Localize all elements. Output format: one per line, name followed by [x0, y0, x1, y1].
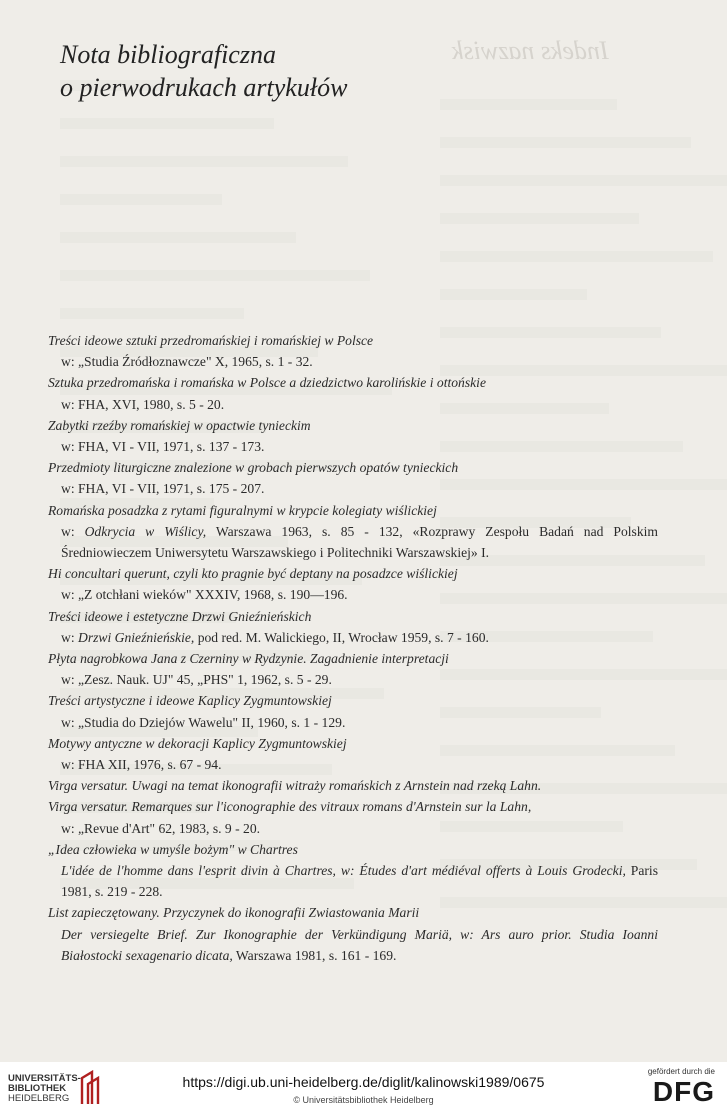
page-title: [60, 38, 347, 104]
entry-title: Treści ideowe sztuki przedromańskiej i romańskiej w Polsce: [48, 333, 374, 348]
entry-source: w: „Zesz. Nauk. UJ" 45, „PHS" 1, 1962, s. 5 - 29.: [61, 672, 332, 688]
entry-title: Zabytki rzeźby romańskiej w opactwie tynieckim: [48, 417, 311, 433]
bibliography-entry: [48, 563, 658, 605]
bleed-through-line: [440, 289, 587, 300]
entry-title: Virga versatur. Remarques sur l'iconographie des vitraux romans d'Arnstein sur la Lahn,: [48, 799, 532, 815]
entry-title: Treści artystyczne i ideowe Kaplicy Zygmuntowskiej: [48, 693, 332, 709]
bibliography-entry: [48, 796, 658, 838]
entry-source: w: „Z otchłani wieków" XXXIV, 1968, s. 190—196.: [61, 587, 348, 603]
entry-source: L'idée de l'homme dans l'esprit divin à Chartres, w: Études d'art médiéval offerts à Louis Grodecki, Paris 1981, s. 219 - 228.: [61, 863, 658, 900]
bibliography-entry: [48, 690, 658, 732]
entry-title: Sztuka przedromańska i romańska w Polsce a dziedzictwo karolińskie i ottońskie: [48, 375, 486, 391]
bleed-through-text: Indeks nazwisk: [452, 36, 609, 65]
bleed-through-line: [60, 270, 370, 281]
bibliography-entry: [48, 839, 658, 903]
entry-title: Romańska posadzka z rytami figuralnymi w krypcie kolegiaty wiślickiej: [48, 502, 437, 518]
entry-title: List zapieczętowany. Przyczynek do ikonografii Zwiastowania Marii: [48, 905, 420, 921]
entry-title: Płyta nagrobkowa Jana z Czerniny w Rydzynie. Zagadnienie interpretacji: [48, 651, 449, 667]
bibliography-entry: [48, 648, 658, 690]
copyright-notice: © Universitätsbibliothek Heidelberg: [293, 1095, 434, 1105]
bleed-through-line: [60, 308, 244, 319]
library-name-2: BIBLIOTHEK: [8, 1083, 67, 1094]
bleed-through-line: [440, 175, 727, 186]
bleed-through-line: [440, 99, 617, 110]
bibliography-entry: [48, 415, 658, 457]
bibliography-entry: [48, 457, 658, 499]
bleed-through-line: [440, 213, 639, 224]
entry-source: w: FHA, VI - VII, 1971, s. 137 - 173.: [61, 439, 265, 455]
entry-source: w: „Studia Źródłoznawcze" X, 1965, s. 1 - 32.: [61, 354, 313, 370]
bleed-through-line: [60, 156, 348, 167]
library-name-3: HEIDELBERG: [8, 1093, 70, 1104]
entry-title: Treści ideowe i estetyczne Drzwi Gnieźnieńskich: [48, 608, 312, 624]
permalink-url[interactable]: https://digi.ub.uni-heidelberg.de/diglit/kalinowski1989/0675: [182, 1074, 545, 1090]
bibliography-entry: [48, 330, 658, 372]
bleed-through-line: [60, 232, 296, 243]
entry-source: Der versiegelte Brief. Zur Ikonographie der Verkündigung Mariä, w: Ars auro prior. Studia Ioanni Białostocki sexagenario dicata, Warszawa 1981, s. 161 - 169.: [61, 926, 658, 963]
bleed-through-line: [440, 137, 691, 148]
entry-source: w: Drzwi Gnieźnieńskie, pod red. M. Walickiego, II, Wrocław 1959, s. 7 - 160.: [61, 629, 489, 645]
bibliography-entry: [48, 372, 658, 414]
dfg-logo[interactable]: DFG: [652, 1076, 715, 1107]
entry-source: w: „Studia do Dziejów Wawelu" II, 1960, s. 1 - 129.: [61, 714, 346, 730]
bibliography-entry: [48, 902, 658, 966]
bleed-through-line: [60, 194, 222, 205]
library-name-1: UNIVERSITÄTS-: [8, 1073, 81, 1084]
entry-source: w: „Revue d'Art" 62, 1983, s. 9 - 20.: [61, 820, 261, 836]
bleed-through-line: [440, 251, 713, 262]
entry-title: Przedmioty liturgiczne znalezione w grobach pierwszych opatów tynieckich: [48, 460, 459, 476]
entry-title: Virga versatur. Uwagi na temat ikonografii witraży romańskich z Arnstein nad rzeką Lahn.: [48, 778, 542, 794]
bibliography-entry: [48, 500, 658, 564]
entry-title: „Idea człowieka w umyśle bożym" w Chartres: [48, 841, 298, 857]
entry-source: w: FHA XII, 1976, s. 67 - 94.: [61, 757, 222, 773]
entry-title: Hi concultari querunt, czyli kto pragnie być deptany na posadzce wiślickiej: [48, 566, 458, 582]
entry-title: Motywy antyczne w dekoracji Kaplicy Zygmuntowskiej: [48, 735, 347, 751]
funding-note: gefördert durch die: [647, 1067, 715, 1076]
entry-source: w: FHA, XVI, 1980, s. 5 - 20.: [61, 396, 225, 412]
entry-source: w: FHA, VI - VII, 1971, s. 175 - 207.: [61, 481, 265, 497]
bibliography-entry: [48, 606, 658, 648]
bibliography-entry: [48, 775, 658, 796]
bibliography-list: [48, 330, 658, 966]
entry-source: w: Odkrycia w Wiślicy, Warszawa 1963, s. 85 - 132, «Rozprawy Zespołu Badań nad Polskim Średniowieczem Uniwersytetu Warszawskiego i Politechniki Warszawskiej» I.: [61, 523, 658, 561]
footer-bar: [0, 1062, 727, 1114]
bibliography-entry: [48, 733, 658, 775]
bleed-through-line: [60, 118, 274, 129]
title-line-1: Nota bibliograficzna: [60, 40, 276, 69]
title-line-2: o pierwodrukach artykułów: [60, 73, 348, 102]
